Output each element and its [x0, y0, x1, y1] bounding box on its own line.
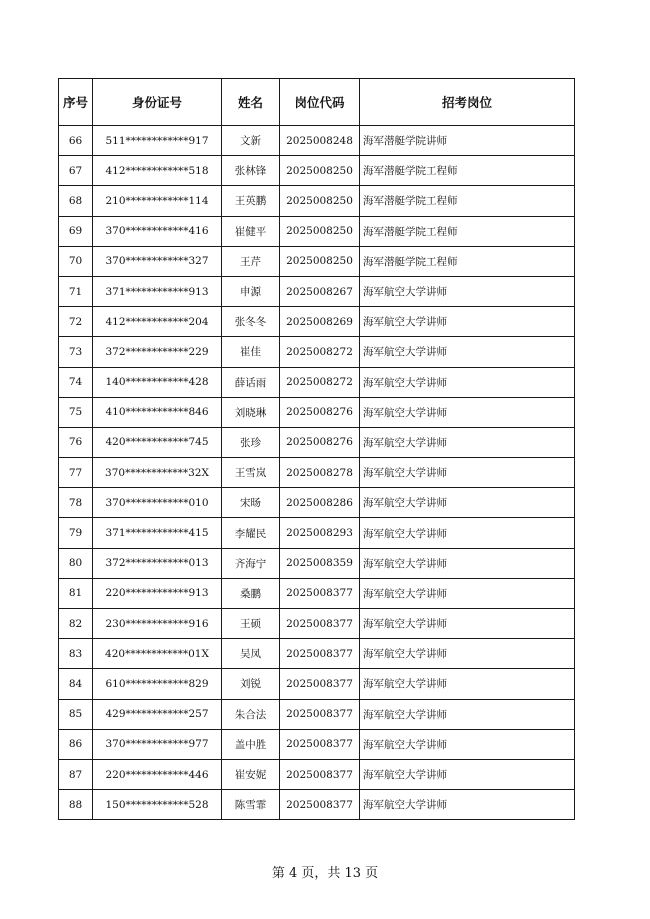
post-cell: 海军航空大学讲师: [360, 427, 575, 457]
post-code-cell: 2025008267: [280, 276, 360, 306]
id-number-cell: 220************446: [93, 759, 222, 789]
name-cell: 申源: [222, 276, 280, 306]
post-cell: 海军航空大学讲师: [360, 790, 575, 820]
post-cell: 海军航空大学讲师: [360, 578, 575, 608]
table-row: [59, 790, 575, 820]
name-cell: 王硕: [222, 609, 280, 639]
name-cell: 朱合法: [222, 699, 280, 729]
serial-cell: 69: [59, 216, 93, 246]
post-code-cell: 2025008276: [280, 427, 360, 457]
post-cell: 海军航空大学讲师: [360, 548, 575, 578]
id-number-cell: 370************32X: [93, 458, 222, 488]
table-row: [59, 699, 575, 729]
serial-cell: 85: [59, 699, 93, 729]
serial-cell: 81: [59, 578, 93, 608]
table-row: [59, 488, 575, 518]
post-cell: 海军航空大学讲师: [360, 699, 575, 729]
serial-cell: 78: [59, 488, 93, 518]
table-row: [59, 759, 575, 789]
serial-cell: 75: [59, 397, 93, 427]
id-number-cell: 372************229: [93, 337, 222, 367]
post-cell: 海军航空大学讲师: [360, 488, 575, 518]
post-cell: 海军航空大学讲师: [360, 307, 575, 337]
serial-cell: 68: [59, 186, 93, 216]
table-row: [59, 427, 575, 457]
id-number-cell: 140************428: [93, 367, 222, 397]
post-cell: 海军航空大学讲师: [360, 518, 575, 548]
name-cell: 齐海宁: [222, 548, 280, 578]
serial-cell: 80: [59, 548, 93, 578]
post-cell: 海军航空大学讲师: [360, 669, 575, 699]
post-code-cell: 2025008377: [280, 609, 360, 639]
table-row: [59, 126, 575, 156]
name-cell: 张珍: [222, 427, 280, 457]
serial-cell: 67: [59, 156, 93, 186]
roster-table: [58, 78, 575, 820]
serial-cell: 88: [59, 790, 93, 820]
post-code-cell: 2025008377: [280, 578, 360, 608]
table-row: [59, 307, 575, 337]
header-serial: 序号: [59, 79, 93, 126]
post-cell: 海军航空大学讲师: [360, 337, 575, 367]
id-number-cell: 610************829: [93, 669, 222, 699]
table-row: [59, 578, 575, 608]
name-cell: 崔安妮: [222, 759, 280, 789]
id-number-cell: 412************518: [93, 156, 222, 186]
id-number-cell: 220************913: [93, 578, 222, 608]
name-cell: 张林锋: [222, 156, 280, 186]
post-code-cell: 2025008272: [280, 337, 360, 367]
id-number-cell: 420************745: [93, 427, 222, 457]
serial-cell: 73: [59, 337, 93, 367]
post-cell: 海军潜艇学院工程师: [360, 156, 575, 186]
header-post: 招考岗位: [360, 79, 575, 126]
header-post-code: 岗位代码: [280, 79, 360, 126]
table-row: [59, 216, 575, 246]
id-number-cell: 372************013: [93, 548, 222, 578]
post-code-cell: 2025008248: [280, 126, 360, 156]
post-code-cell: 2025008377: [280, 699, 360, 729]
post-cell: 海军航空大学讲师: [360, 397, 575, 427]
table-row: [59, 669, 575, 699]
serial-cell: 83: [59, 639, 93, 669]
serial-cell: 72: [59, 307, 93, 337]
serial-cell: 66: [59, 126, 93, 156]
serial-cell: 77: [59, 458, 93, 488]
serial-cell: 82: [59, 609, 93, 639]
table-row: [59, 397, 575, 427]
table-row: [59, 246, 575, 276]
table-row: [59, 518, 575, 548]
post-code-cell: 2025008250: [280, 216, 360, 246]
post-code-cell: 2025008250: [280, 186, 360, 216]
post-code-cell: 2025008377: [280, 790, 360, 820]
table-row: [59, 729, 575, 759]
name-cell: 王雪岚: [222, 458, 280, 488]
post-cell: 海军航空大学讲师: [360, 729, 575, 759]
id-number-cell: 371************913: [93, 276, 222, 306]
post-code-cell: 2025008276: [280, 397, 360, 427]
id-number-cell: 370************010: [93, 488, 222, 518]
header-name: 姓名: [222, 79, 280, 126]
post-cell: 海军潜艇学院工程师: [360, 216, 575, 246]
post-code-cell: 2025008377: [280, 729, 360, 759]
name-cell: 文新: [222, 126, 280, 156]
post-code-cell: 2025008250: [280, 156, 360, 186]
id-number-cell: 412************204: [93, 307, 222, 337]
post-code-cell: 2025008293: [280, 518, 360, 548]
table-row: [59, 156, 575, 186]
roster-body: [59, 126, 575, 820]
post-cell: 海军航空大学讲师: [360, 458, 575, 488]
table-row: [59, 276, 575, 306]
name-cell: 盖中胜: [222, 729, 280, 759]
id-number-cell: 429************257: [93, 699, 222, 729]
header-id-number: 身份证号: [93, 79, 222, 126]
name-cell: 王芹: [222, 246, 280, 276]
name-cell: 薛话雨: [222, 367, 280, 397]
id-number-cell: 370************416: [93, 216, 222, 246]
id-number-cell: 230************916: [93, 609, 222, 639]
name-cell: 崔佳: [222, 337, 280, 367]
post-code-cell: 2025008269: [280, 307, 360, 337]
name-cell: 王英鹏: [222, 186, 280, 216]
name-cell: 吴凤: [222, 639, 280, 669]
header-row: [59, 79, 575, 126]
id-number-cell: 511************917: [93, 126, 222, 156]
id-number-cell: 370************327: [93, 246, 222, 276]
table-row: [59, 548, 575, 578]
post-cell: 海军潜艇学院工程师: [360, 186, 575, 216]
table-row: [59, 337, 575, 367]
name-cell: 陈雪霏: [222, 790, 280, 820]
name-cell: 李耀民: [222, 518, 280, 548]
post-code-cell: 2025008377: [280, 669, 360, 699]
post-code-cell: 2025008286: [280, 488, 360, 518]
name-cell: 桑鹏: [222, 578, 280, 608]
id-number-cell: 410************846: [93, 397, 222, 427]
post-code-cell: 2025008272: [280, 367, 360, 397]
post-cell: 海军航空大学讲师: [360, 639, 575, 669]
post-code-cell: 2025008278: [280, 458, 360, 488]
post-cell: 海军航空大学讲师: [360, 609, 575, 639]
serial-cell: 87: [59, 759, 93, 789]
serial-cell: 76: [59, 427, 93, 457]
name-cell: 刘晓琳: [222, 397, 280, 427]
post-cell: 海军航空大学讲师: [360, 759, 575, 789]
serial-cell: 84: [59, 669, 93, 699]
id-number-cell: 150************528: [93, 790, 222, 820]
post-code-cell: 2025008377: [280, 759, 360, 789]
id-number-cell: 370************977: [93, 729, 222, 759]
post-cell: 海军潜艇学院讲师: [360, 126, 575, 156]
post-code-cell: 2025008359: [280, 548, 360, 578]
post-code-cell: 2025008250: [280, 246, 360, 276]
id-number-cell: 210************114: [93, 186, 222, 216]
post-cell: 海军航空大学讲师: [360, 276, 575, 306]
page-number: 第 4 页，共 13 页: [271, 866, 379, 881]
name-cell: 崔健平: [222, 216, 280, 246]
serial-cell: 74: [59, 367, 93, 397]
name-cell: 刘锐: [222, 669, 280, 699]
name-cell: 宋旸: [222, 488, 280, 518]
post-cell: 海军航空大学讲师: [360, 367, 575, 397]
post-code-cell: 2025008377: [280, 639, 360, 669]
serial-cell: 71: [59, 276, 93, 306]
id-number-cell: 420************01X: [93, 639, 222, 669]
table-row: [59, 458, 575, 488]
table-row: [59, 186, 575, 216]
table-row: [59, 367, 575, 397]
name-cell: 张冬冬: [222, 307, 280, 337]
serial-cell: 70: [59, 246, 93, 276]
table-row: [59, 639, 575, 669]
serial-cell: 86: [59, 729, 93, 759]
post-cell: 海军潜艇学院工程师: [360, 246, 575, 276]
table-row: [59, 609, 575, 639]
id-number-cell: 371************415: [93, 518, 222, 548]
serial-cell: 79: [59, 518, 93, 548]
